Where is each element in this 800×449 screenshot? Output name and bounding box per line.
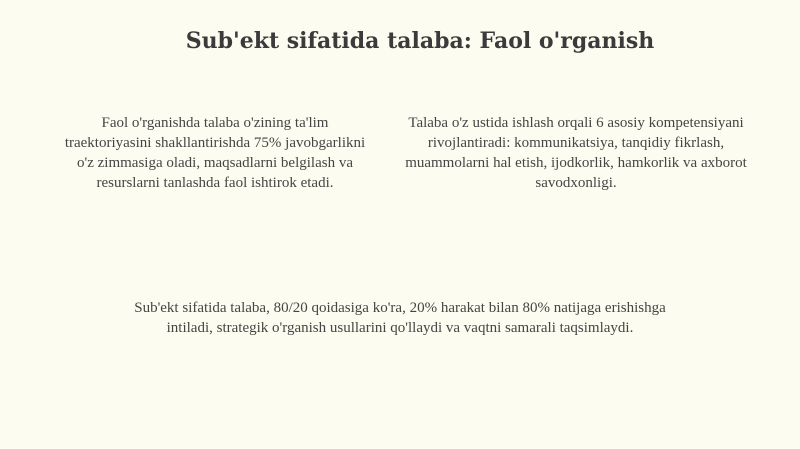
- paragraph-competencies: Talaba o'z ustida ishlash orqali 6 asosiy kompetensiyani rivojlantiradi: kommunikatsiya, tanqidiy fikrlash, muammolarni hal etish, ijodkorlik, hamkorlik va axborot savodxonligi.: [405, 115, 747, 191]
- slide-title: Sub'ekt sifatida talaba: Faol o'rganish: [185, 28, 655, 54]
- paragraph-pareto-rule: Sub'ekt sifatida talaba, 80/20 qoidasiga ko'ra, 20% harakat bilan 80% natijaga erishishga intiladi, strategik o'rganish usullarini qo'llaydi va vaqtni samarali taqsimlaydi.: [134, 300, 666, 336]
- paragraph-responsibility: Faol o'rganishda talaba o'zining ta'lim traektoriyasini shakllantirishda 75% javobgarlikni o'z zimmasiga oladi, maqsadlarni belgilash va resurslarni tanlashda faol ishtirok etadi.: [64, 115, 366, 191]
